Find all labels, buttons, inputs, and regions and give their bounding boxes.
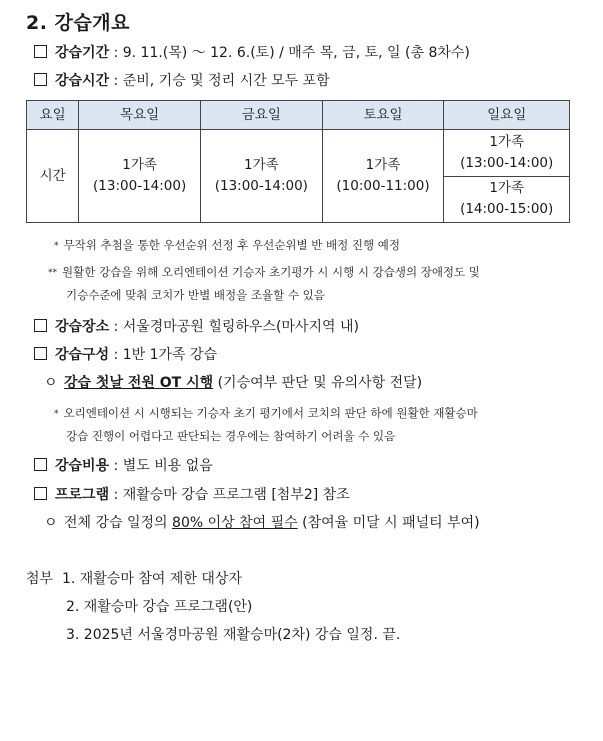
double-asterisk-icon: ** xyxy=(48,268,57,278)
place-value: : 서울경마공원 힐링하우스(마사지역 내) xyxy=(109,319,359,335)
item-cost xyxy=(34,455,213,475)
cell-saturday xyxy=(322,130,444,223)
thursday-family: 1가족 xyxy=(122,157,157,174)
attendance-underlined: 80% 이상 참여 필수 xyxy=(172,515,298,531)
item-attendance xyxy=(44,512,480,532)
circle-bullet-icon: ㅇ xyxy=(44,375,58,391)
header-sunday: 일요일 xyxy=(444,101,570,130)
header-weekday: 요일 xyxy=(27,101,79,130)
checkbox-square-icon xyxy=(34,319,47,332)
friday-hours: (13:00-14:00) xyxy=(214,178,308,194)
program-value: : 재활승마 강습 프로그램 [첨부2] 참조 xyxy=(109,487,350,503)
saturday-hours: (10:00-11:00) xyxy=(336,178,430,194)
item-place xyxy=(34,316,359,336)
schedule-table xyxy=(26,100,570,223)
item-time xyxy=(34,70,330,90)
attachment-1 xyxy=(26,568,242,588)
checkbox-square-icon xyxy=(34,73,47,86)
checkbox-square-icon xyxy=(34,347,47,360)
ot-underlined: 강습 첫날 전원 OT 시행 xyxy=(64,375,214,391)
sunday2-family: 1가족 xyxy=(489,180,525,197)
attachment-3: 3. 2025년 서울경마공원 재활승마(2차) 강습 일정. 끝. xyxy=(66,627,401,643)
item-composition xyxy=(34,344,217,364)
note-2-line-2: 기승수준에 맞춰 코치가 반별 배정을 조율할 수 있음 xyxy=(66,288,325,302)
row-label-time: 시간 xyxy=(27,130,79,223)
place-label: 강습장소 xyxy=(55,319,110,335)
header-thursday: 목요일 xyxy=(79,101,201,130)
header-friday: 금요일 xyxy=(200,101,322,130)
table-row xyxy=(27,130,570,177)
time-label: 강습시간 xyxy=(55,73,110,89)
cell-friday xyxy=(200,130,322,223)
friday-family: 1가족 xyxy=(243,157,279,174)
sunday1-family: 1가족 xyxy=(489,133,525,150)
time-value: : 준비, 기승 및 정리 시간 모두 포함 xyxy=(109,73,330,89)
circle-bullet-icon: ㅇ xyxy=(44,515,58,531)
note-3-line-1: 오리엔테이션 시 시행되는 기승자 초기 평기에서 코치의 판단 하에 원활한 재활승마 xyxy=(63,406,478,420)
program-label: 프로그램 xyxy=(55,487,110,503)
section-title: 2. 강습개요 xyxy=(26,12,130,34)
attachment-2: 2. 재활승마 강습 프로그램(안) xyxy=(66,599,253,615)
sunday1-hours: (13:00-14:00) xyxy=(460,154,554,171)
attendance-before: 전체 강습 일정의 xyxy=(64,515,173,531)
attendance-after: (참여율 미달 시 패널티 부여) xyxy=(297,515,480,531)
saturday-family: 1가족 xyxy=(365,157,401,174)
checkbox-square-icon xyxy=(34,487,47,500)
period-value: : 9. 11.(목) ～ 12. 6.(토) / 매주 목, 금, 토, 일 (총 8차수) xyxy=(109,45,470,61)
asterisk-icon: * xyxy=(54,241,59,251)
composition-value: : 1반 1가족 강습 xyxy=(109,347,218,363)
item-ot xyxy=(44,372,422,392)
note-2-line-1: 원활한 강습을 위해 오리엔테이션 기승자 초기평가 시 시행 시 강습생의 장애정도 및 xyxy=(62,265,480,279)
item-program xyxy=(34,484,350,504)
header-saturday: 토요일 xyxy=(322,101,444,130)
ot-rest: (기승여부 판단 및 유의사항 전달) xyxy=(213,375,423,391)
cost-label: 강습비용 xyxy=(55,458,110,474)
note-1-text: 무작위 추첨을 통한 우선순위 선정 후 우선순위별 반 배정 진행 예정 xyxy=(63,238,400,252)
attachment-1-text: 1. 재활승마 참여 제한 대상자 xyxy=(61,571,242,587)
note-3 xyxy=(54,405,478,421)
table-header-row xyxy=(27,101,570,130)
cell-sunday-2 xyxy=(444,176,570,223)
note-2 xyxy=(48,264,480,280)
checkbox-square-icon xyxy=(34,458,47,471)
sunday2-hours: (14:00-15:00) xyxy=(460,201,554,218)
note-1 xyxy=(54,237,400,253)
period-label: 강습기간 xyxy=(55,45,110,61)
item-period xyxy=(34,42,470,62)
cell-sunday-1 xyxy=(444,130,570,177)
cell-thursday xyxy=(79,130,201,223)
thursday-hours: (13:00-14:00) xyxy=(93,178,187,194)
attachment-label: 첨부 xyxy=(26,571,54,587)
checkbox-square-icon xyxy=(34,45,47,58)
composition-label: 강습구성 xyxy=(55,347,110,363)
asterisk-icon: * xyxy=(54,409,59,419)
note-3-line-2: 강습 진행이 어렵다고 판단되는 경우에는 참여하기 어려울 수 있음 xyxy=(66,429,396,443)
cost-value: : 별도 비용 없음 xyxy=(109,458,213,474)
